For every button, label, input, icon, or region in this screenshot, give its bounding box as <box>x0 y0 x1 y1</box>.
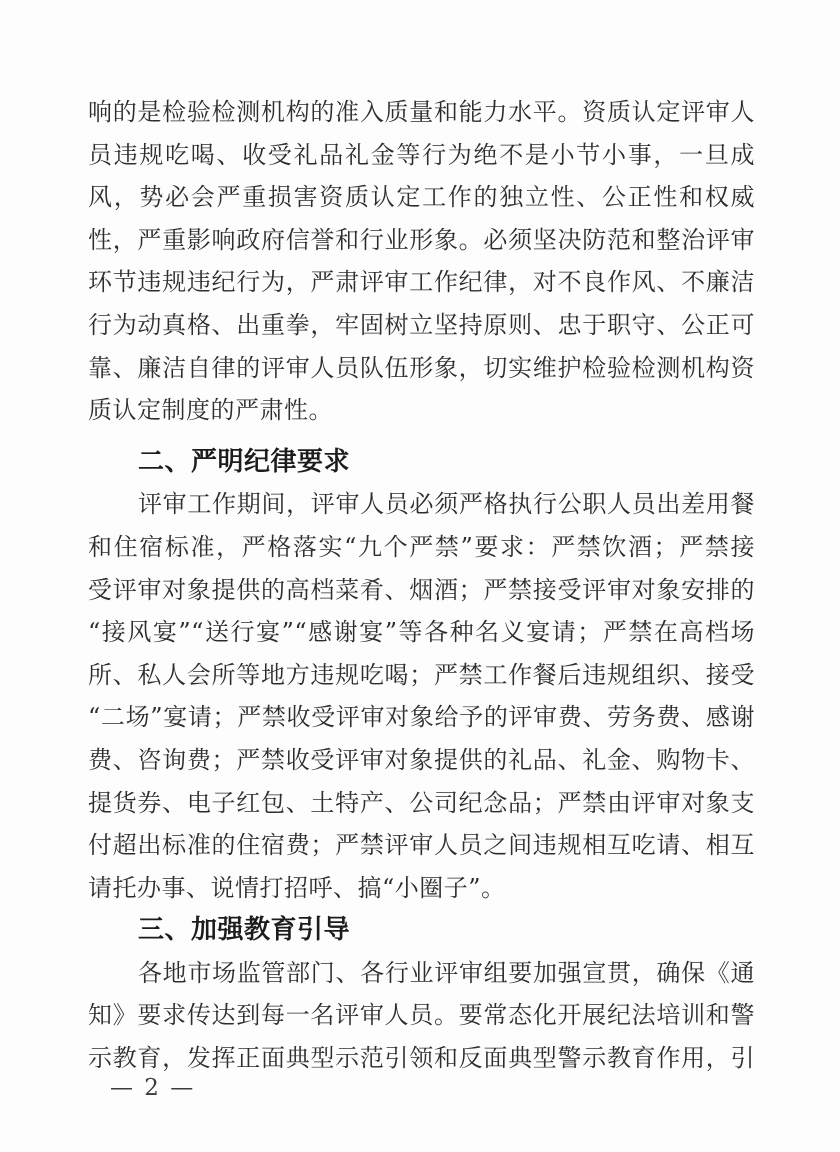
body-line: “接风宴”“送行宴”“感谢宴”等各种名义宴请；严禁在高档场 <box>88 618 755 647</box>
body-line: 风，势必会严重损害资质认定工作的独立性、公正性和权威 <box>88 183 755 212</box>
body-line: 费、咨询费；严禁收受评审对象提供的礼品、礼金、购物卡、 <box>88 745 755 774</box>
body-line: 靠、廉洁自律的评审人员队伍形象，切实维护检验检测机构资 <box>88 353 755 382</box>
body-line: 员违规吃喝、收受礼品礼金等行为绝不是小节小事，一旦成 <box>88 140 755 169</box>
body-line: 请托办事、说情打招呼、搞“小圈子”。 <box>88 873 506 902</box>
body-line: 环节违规违纪行为，严肃评审工作纪律，对不良作风、不廉洁 <box>88 268 755 297</box>
body-line: 质认定制度的严肃性。 <box>88 396 333 425</box>
body-line: “二场”宴请；严禁收受评审对象给予的评审费、劳务费、感谢 <box>88 703 755 732</box>
body-line: 各地市场监管部门、各行业评审组要加强宣贯，确保《通 <box>138 958 755 987</box>
section-heading: 二、严明纪律要求 <box>138 446 351 477</box>
body-line: 性，严重影响政府信誉和行业形象。必须坚决防范和整治评审 <box>88 225 755 254</box>
section-heading: 三、加强教育引导 <box>138 915 351 946</box>
body-line: 受评审对象提供的高档菜肴、烟酒；严禁接受评审对象安排的 <box>88 575 755 604</box>
body-line: 所、私人会所等地方违规吃喝；严禁工作餐后违规组织、接受 <box>88 660 755 689</box>
body-line: 行为动真格、出重拳，牢固树立坚持原则、忠于职守、公正可 <box>88 310 755 339</box>
body-line: 示教育，发挥正面典型示范引领和反面典型警示教育作用，引 <box>88 1044 755 1073</box>
body-line: 响的是检验检测机构的准入质量和能力水平。资质认定评审人 <box>88 98 755 126</box>
body-line: 和住宿标准，严格落实“九个严禁”要求：严禁饮酒；严禁接 <box>88 532 755 561</box>
body-line: 提货券、电子红包、土特产、公司纪念品；严禁由评审对象支 <box>88 788 755 817</box>
body-line: 知》要求传达到每一名评审人员。要常态化开展纪法培训和警 <box>88 1001 755 1030</box>
text-column <box>88 91 755 1080</box>
page-number: — 2 — <box>110 1075 196 1101</box>
body-line: 付超出标准的住宿费；严禁评审人员之间违规相互吃请、相互 <box>88 831 755 860</box>
body-line: 评审工作期间，评审人员必须严格执行公职人员出差用餐 <box>138 490 755 519</box>
